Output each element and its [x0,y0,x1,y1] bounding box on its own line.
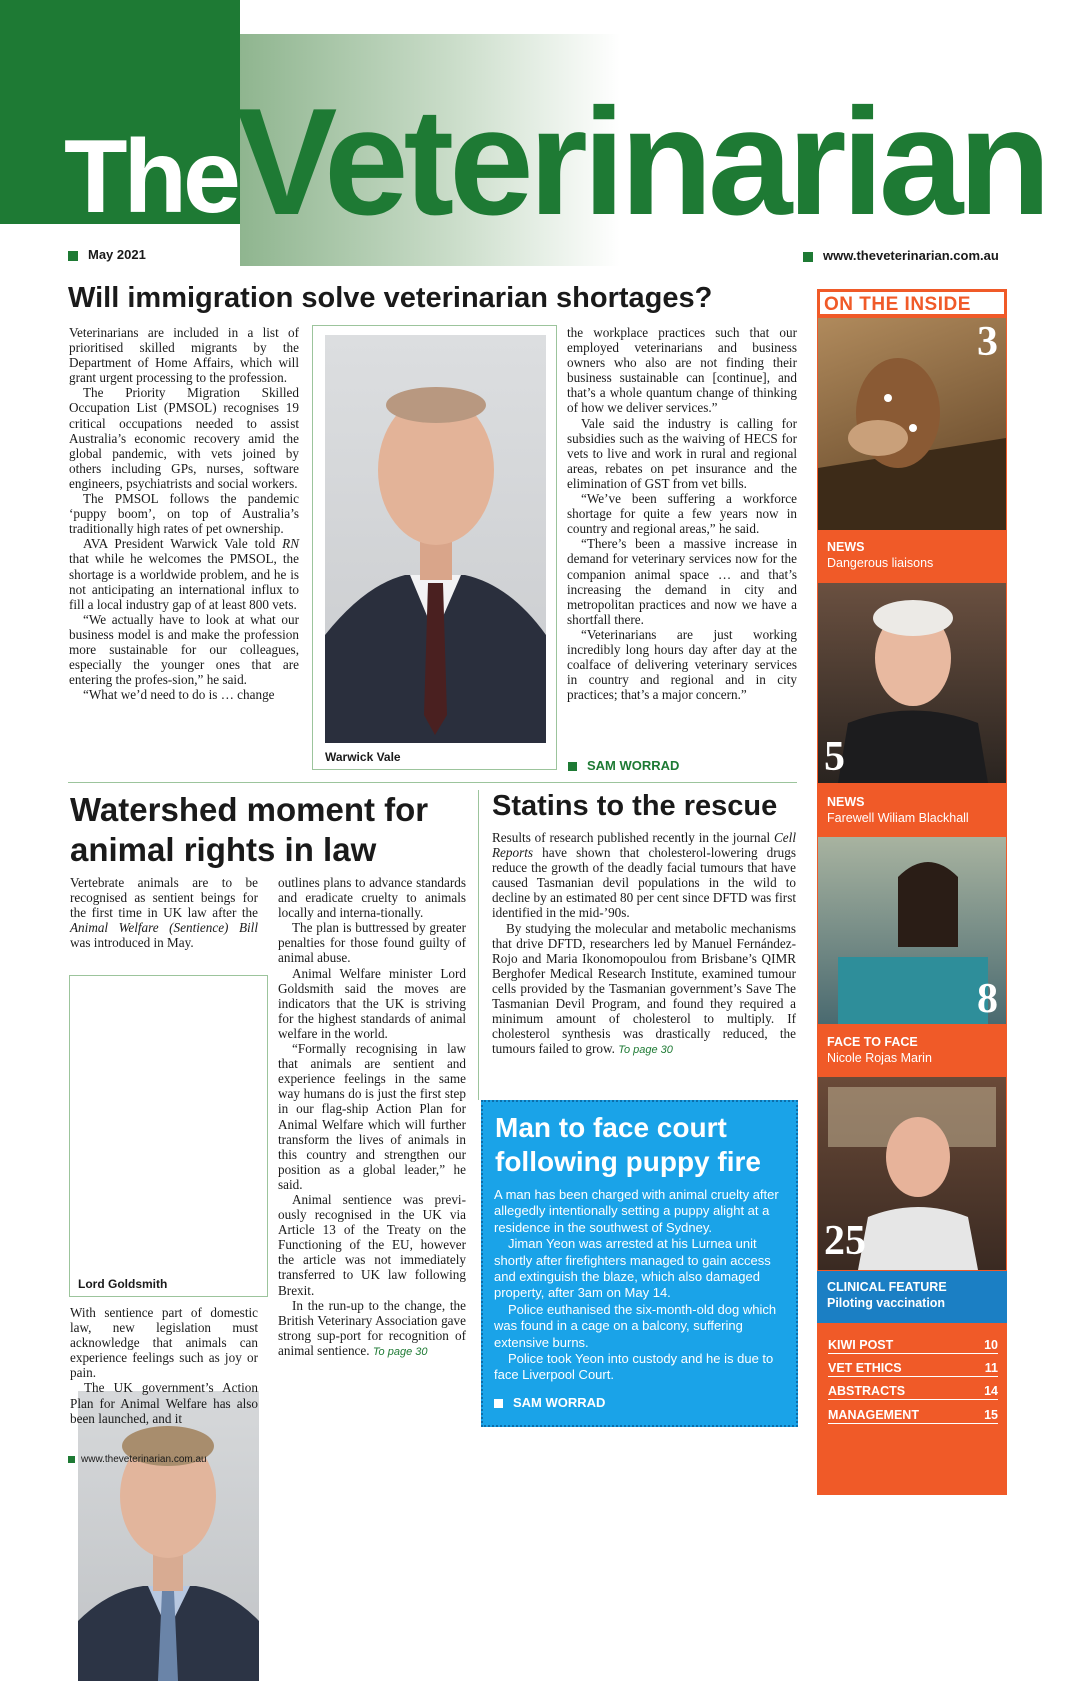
sidebar-image-vaccination[interactable] [818,1077,1006,1270]
paragraph: The plan is buttressed by greater penalties for those found guilty of animal abuse. [278,920,466,966]
article2-col1-after [70,1305,258,1426]
paragraph: outlines plans to advance standards and eradicate cruelty to animals locally and interna-tionally. [278,875,466,921]
sidebar-item-news-1[interactable]: NEWS Dangerous liaisons [827,540,934,570]
paragraph: Police took Yeon into custody and he is due to face Liverpool Court. [494,1351,774,1383]
paragraph: With sentience part of domestic law, new legislation must acknowledge that animals can experience feelings such as joy or pain. [70,1305,258,1381]
square-bullet-icon [68,251,78,261]
paragraph: Animal Welfare minister Lord Goldsmith said the moves are indicators that the UK is striving for the highest standards of animal welfare in the world. [278,965,466,1041]
square-bullet-icon [494,1399,503,1408]
page-number: 3 [977,319,998,365]
page-number: 8 [977,976,998,1022]
sidebar-item-face-to-face[interactable]: FACE TO FACE Nicole Rojas Marin [827,1035,932,1065]
paragraph: In the run-up to the change, the British Veterinary Association gave strong sup-port for recognition of animal sentience. To page 30 [278,1297,466,1358]
sidebar-item-clinical-feature[interactable]: CLINICAL FEATURE Piloting vaccination [817,1271,1007,1323]
headline-statins: Statins to the rescue [492,790,778,822]
paragraph: “Veterinarians are just working incredibly long hours day after day at the coalface of delivering veterinary services in country and regional and in city practices; that’s a major concern.” [567,626,797,703]
headline-immigration: Will immigration solve veterinarian shortages? [68,282,713,314]
photo-caption: Warwick Vale [325,750,401,764]
paragraph: “Formally recognising in law that animals are sentient and experience feelings in the same way humans do is just the first step in our flag-ship Action Plan for Animal Welfare which will further transform the lives of animals in this country and strengthen our position as a global leader,” he said. [278,1041,466,1192]
paragraph: “We actually have to look at what our business model is and make the profession more sustainable for our colleagues, especially the younger ones that are entering the profes-sion,” he said. [69,611,299,688]
headline-puppy-fire: Man to face court following puppy fire [495,1112,761,1177]
photo-frame [69,975,268,1297]
sidebar-image-quoll[interactable] [818,318,1006,530]
sidebar-title: ON THE INSIDE [817,289,1007,317]
masthead-the: The [64,119,237,235]
paragraph: Veterinarians are included in a list of prioritised skilled migrants by the Department of Home Affairs, which will grant urgent processing to the profession. [69,325,299,386]
footer-website[interactable]: www.theveterinarian.com.au [68,1454,207,1465]
square-bullet-icon [803,252,813,262]
portrait-illustration [325,335,546,743]
photo-warwick-vale [325,335,546,743]
paragraph: the workplace practices such that our employed veterinarians and business owners who also are not finding their business sustainable can [continue], and that’s a whole quantum change of thinking of how we deliver services.” [567,325,797,416]
sidebar-image-rojas-marin[interactable] [818,837,1006,1024]
paragraph: Jiman Yeon was arrested at his Lurnea unit shortly after firefighters managed to gain access and extinguish the blaze, which also damaged property, after 3am on May 14. [494,1236,771,1301]
photo-caption: Lord Goldsmith [78,1277,168,1291]
article1-col3 [567,325,797,702]
sidebar-image-blackhall[interactable] [818,583,1006,783]
sidebar-item-news-2[interactable]: NEWS Farewell Wiliam Blackhall [827,795,969,825]
paragraph: Police euthanised the six-month-old dog which was found in a cage on a balcony, suffering extensive burns. [494,1301,777,1350]
portrait-illustration [78,1391,259,1681]
page-number: 25 [824,1218,866,1264]
portrait-illustration [818,583,1006,783]
square-bullet-icon [68,1456,75,1463]
paragraph: Vale said the industry is calling for subsidies such as the waiving of HECS for vets to live and work in rural and regional areas, rebates on pet insurance and the elimination of GST from vet bills. [567,415,797,491]
paragraph: “What we’d need to do is … change [83,687,275,703]
paragraph: “There’s been a massive increase in demand for veterinary services now for the companion animal space … and that’s increasing the demand in city and metropolitan practices and now we have a shortfall there. [567,536,797,627]
page-number: 5 [824,734,845,780]
paragraph: Results of research published recently in the journal Cell Reports have shown that cholesterol-lowering drugs reduce the growth of the deadly facial tumours that have caused Tasmanian devil populations in the wild to decline by an estimated 80 per cent since DFTD was first identified in the mid-’90s. [492,830,796,921]
continued-link[interactable]: To page 30 [372,1345,428,1358]
paragraph: The PMSOL follows the pandemic ‘puppy boom’, on top of Australia’s traditionally high rates of pet ownership. [69,491,299,537]
article3-body [492,830,796,1058]
toc-item-kiwi-post[interactable]: KIWI POST 10 [828,1338,998,1352]
paragraph: “We’ve been suffering a workforce shortage for quite a few years now in country and regional areas,” he said. [567,491,797,537]
article2-intro [70,875,258,950]
column-divider [478,790,479,1100]
article2-col2 [278,875,466,1360]
divider [68,782,797,783]
square-bullet-icon [568,762,577,771]
paragraph: The UK government’s Action Plan for Animal Welfare has also been launched, and it [70,1380,258,1426]
website-link[interactable]: www.theveterinarian.com.au [803,248,999,263]
paragraph: The Priority Migration Skilled Occupation List (PMSOL) recognises 19 critical occupations needed to assist Australia’s economic recovery amid the global pandemic, with vets joined by others including GPs, nurses, software engineers, psychiatrists and social workers. [69,385,299,491]
paragraph: Animal sentience was previ-ously recognised in the UK via Article 13 of the Treaty on the Functioning of the EU, however the article was not immediately transferred to UK law following Brexit. [278,1191,466,1298]
masthead-title: Veterinarian [236,77,1047,247]
article4-body [494,1187,786,1384]
paragraph: Vertebrate animals are to be recognised as sentient beings for the first time in UK law after the Animal Welfare (Sentience) Bill was introduced in May. [70,875,258,951]
paragraph: AVA President Warwick Vale told RN that while he welcomes the PMSOL, the shortage is a worldwide problem, and he is not anticipating an international influx to fill a local industry gap of at least 800 vets. [69,536,300,612]
toc-item-management[interactable]: MANAGEMENT 15 [828,1408,998,1422]
byline: SAM WORRAD [568,758,679,773]
toc-item-abstracts[interactable]: ABSTRACTS 14 [828,1384,998,1398]
article1-col1 [69,325,299,702]
paragraph: By studying the molecular and metabolic mechanisms that drive DFTD, researchers led by Manuel Fernández-Rojo and Maria Ikonomopoulou from Brisbane’s QIMR Berghofer Medical Research Institute, examined tumour cells provided by the Tasmanian government’s Save The Tasmanian Devil Program, and found they required a minimum amount of cholesterol to multiply. If cholesterol synthesis was drastically reduced, the tumours failed to grow. To page 30 [492,920,796,1057]
photo-lord-goldsmith [78,1391,259,1681]
paragraph: A man has been charged with animal cruelty after allegedly intentionally setting a puppy alight at a residence in the southwest of Sydney. [494,1187,779,1235]
toc-item-vet-ethics[interactable]: VET ETHICS 11 [828,1361,998,1375]
headline-watershed: Watershed moment for animal rights in law [70,791,429,868]
continued-link[interactable]: To page 30 [618,1044,673,1057]
byline: SAM WORRAD [494,1395,605,1410]
issue-date: May 2021 [68,247,146,262]
